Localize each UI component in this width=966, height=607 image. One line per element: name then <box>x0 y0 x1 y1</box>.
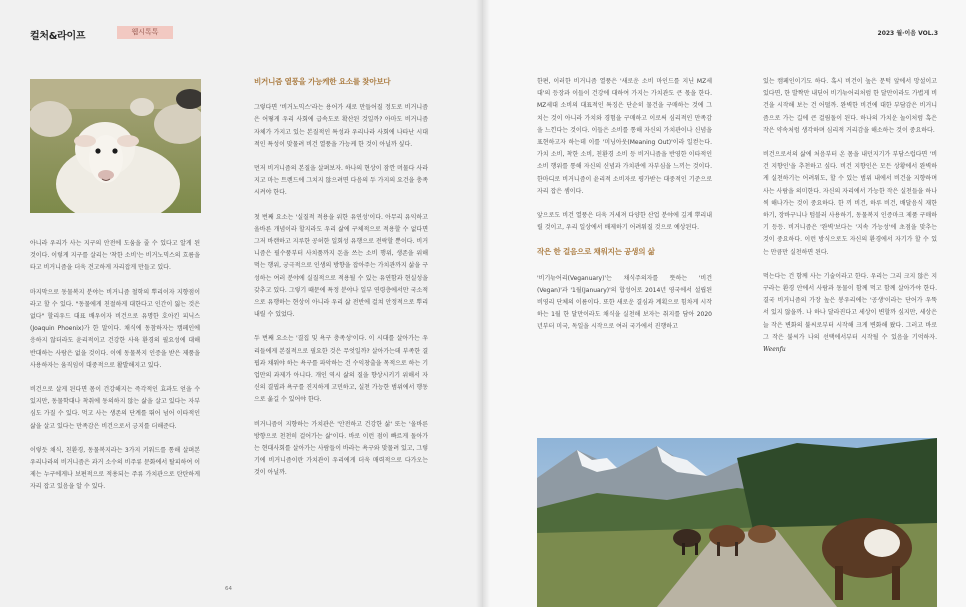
right-column-2 <box>763 76 937 368</box>
paragraph: 비거니즘이 지향하는 가치관은 '안전하고 건강한 삶' 또는 '올바른 방향으로 천천히 걸어가는 삶'이다. 바로 이런 점이 빠르게 돌아가는 현대사회를 살아가는 사람들이 바라는 욕구와 맞물려 있고, 그렇기에 비거니즘이란 가치관이 우리에게 더욱 매력적으로 다가오는 것이 아닐까. <box>254 420 428 477</box>
section-heading: 작은 한 걸음으로 채워지는 공생의 삶 <box>537 247 655 257</box>
paragraph: 비건으로서의 삶에 처음부터 온 몸을 내던지기가 부담스럽다면 '비건 지향인'을 추천하고 싶다. 비건 지향인은 모든 상황에서 완벽하게 실천하기는 어려워도, 할 수 있는 범위 내에서 비건을 지향하며 사는 사람을 의미한다. 자신의 자리에서 가능한 작은 실천들을 하나씩 해나가는 것이 중요하다. 한 끼 비건, 하루 비건, 배달음식 재한하기, 장바구니나 텀블러 사용하기, 동물복지 인증마크 제품 구매하기 등등. 비거니즘은 '완벽'보다는 '지속 가능성'에 초점을 맞추는 것이 중요하다. 이런 방식으로도 자신의 환경에서 자기가 할 수 있는 만큼만 실천하면 된다. <box>763 151 937 256</box>
left-column-2 <box>254 76 428 492</box>
paragraph: 첫 번째 요소는 '실질적 적용을 위한 유연성'이다. 아무리 유익하고 올바른 개념이라 할지라도 우리 삶에 구체적으로 적용할 수 없다면 그저 바랜하고 지루한 공허한 일회성 유행으로 전락할 뿐이다. 비거니즘은 필수품부터 사치품까지 돈을 쓰는 소비 행위, 생존을 위해 먹는 행위, 궁극적으로 인생의 방향을 잡아주는 가치관까지 삶을 구성하는 여러 분야에 실질적으로 적용될 수 있는 유연함과 현실성을 갖추고 있다. 그렇기 때문에 특정 분야나 일부 연령층에서만 국소적으로 유행하는 현상이 아니라 우리 삶 전반에 걸쳐 안정적으로 뿌리내릴 수 있었다. <box>254 213 428 319</box>
sheep-photo <box>30 79 201 213</box>
page-gutter <box>476 0 490 607</box>
cows-mountain-photo <box>537 438 937 607</box>
paragraph <box>763 271 937 356</box>
magazine-section-title: 컬처&라이프 <box>30 31 86 42</box>
section-tag: 웹시톡톡 <box>117 26 173 39</box>
paragraph: 아니라 우리가 사는 지구의 안전에 도움을 줄 수 있다고 알게 된 것이다. 이렇게 지구를 살리는 '착한 소비'는 비거노믹스의 흐름을 타고 비거니즘을 더욱 견고하게 자리잡게 만들고 있다. <box>30 240 200 272</box>
left-column-1 <box>30 238 200 506</box>
right-column-1 <box>537 76 712 346</box>
paragraph: 이렇듯 채식, 친환경, 동물복지라는 3가지 키워드를 통해 살펴본 우리나라의 비거니즘은 과거 소수의 비주류 문화에서 탈피하여 이제는 누구에게나 보편적으로 적용되는 주류 가치관으로 탄탄하게 자리 잡고 있음을 알 수 있다. <box>30 446 200 491</box>
paragraph: 앞으로도 비건 열풍은 더욱 거세져 다양한 산업 분야에 깊게 뿌리내릴 것이고, 우리 일상에서 배제하기 어려워질 것으로 예상된다. <box>537 212 712 232</box>
paragraph: '비기뉴어리(Veganuary)'는 채식주의자를 뜻하는 '비건(Vegan)'과 '1월(January)'의 합성어로 2014년 영국에서 설립된 비영리 단체의 이름이다. 또한 새로운 결심과 계획으로 힘차게 시작하는 1월 한 달만이라도 채식을 실천해 보자는 취지를 담아 2020년부터 미국, 독일을 시작으로 여러 국가에서 진행하고 <box>537 274 712 331</box>
page-number: 64 <box>225 586 232 592</box>
paragraph: 마지막으로 동물복지 분야는 비거니즘 철학의 뿌리이자 지향점이라고 할 수 있다. "동물에게 친절하게 대한다고 인간이 잃는 것은 없다" 할리우드 대표 배우이자 비건으로 유명한 호아킨 피닉스(Joaquin Phoenix)가 한 말이다. 채식에 동참하자는 캠페인에 응하지 않더라도 윤리적이고 건강한 사육 환경의 필요성에 대해 반대하는 사람은 없을 것이다. 이에 동물복지 인증을 받은 제품을 사용하자는 움직임이 대중적으로 활발해지고 있다. <box>30 288 200 369</box>
section-heading: 비거니즘 열풍을 가능케한 요소를 찾아보다 <box>254 77 391 86</box>
author-signature: Weenfu <box>763 346 786 354</box>
issue-label: 2023 월·이음 VOL.3 <box>877 30 938 37</box>
paragraph: 두 번째 요소는 '결집 및 욕구 충족성'이다. 이 시대를 살아가는 우리들에게 본질적으로 필요한 것은 무엇일까? 살아가는데 부족한 결핍과 채워야 하는 욕구를 파악하는 건 수익창출을 목적으로 하는 기업만의 과제가 아니다. 개인 역시 삶의 질을 향상시키기 위해서 자신의 결핍과 욕구를 진지하게 고민하고, 실천 가능한 범위에서 행동으로 옮길 수 있어야 한다. <box>254 335 428 404</box>
paragraph: 있는 캠페인이기도 하다. 혹시 비건이 높은 문턱 앞에서 망설이고 있다면, 한 발짝만 내딛어 비기뉴어리처럼 한 달만이라도 가볍게 비건을 시작해 보는 건 어떨까. 완벽한 비건에 대한 부담감은 비거니즘으로 가는 길에 큰 걸림돌이 된다. 하나의 가치운 놀이처럼 혹은 작은 약속처럼 생각하며 심리적 거리감을 해소하는 것이 중요하다. <box>763 78 937 134</box>
paragraph: 그렇다면 '비거노믹스'라는 용어가 새로 만들어질 정도로 비거니즘은 어떻게 우리 사회에 급속도로 확산된 것일까? 아마도 비거니즘 자체가 가지고 있는 본질적인 특성과 우리나라 사회에 나타난 시대적인 특성이 맞물려 비건 열풍을 가능케 한 것이 아닐까 싶다. <box>254 104 428 148</box>
paragraph: 먼저 비거니즘의 본질을 살펴보자. 하나의 현상이 잠깐 머물다 사라지고 마는 트렌드에 그치지 않으려면 다음의 두 가지의 요건을 충족시켜야 한다. <box>254 165 428 197</box>
paragraph: 비건으로 살게 된다면 몸이 건강해지는 즉각적인 효과도 얻을 수 있지만, 동물학대나 착취에 동의하지 않는 삶을 살고 있다는 자부심도 가질 수 있다. 먹고 사는 생존의 단계를 뛰어 넘어 이타적인 삶을 살고 있다는 만족감은 비건으로서 긍지를 더해준다. <box>30 386 200 430</box>
paragraph: 한편, 이러한 비거니즘 열풍은 '새로운 소비 마인드를 지닌 MZ세대'의 등장과 이들이 건강에 대하여 가지는 가치관도 큰 몫을 한다. MZ세대 소비의 대표적인 특징은 단순히 물건을 구매하는 것에 그치는 것이 아니라 가치와 경험을 구매하고 이로써 심리적인 만족감을 느낀다는 것이다. 이들은 소비를 통해 자신의 가치관이나 신념을 표현하고자 하는데 이를 '미닝아웃(Meaning Out)'이라 일컫는다. 가치 소비, 착한 소비, 친환경 소비 등 비거니즘을 반영한 이타적인 소비 행위를 통해 자신의 신념과 가치관에 자부심을 느끼는 것이다. 한마디로 비거니즘이 윤리적 소비자로 평가받는 대중적인 기준으로 자리 잡은 셈이다. <box>537 78 712 195</box>
paragraph-text: 먹는다는 건 함께 사는 기술이라고 한다. 우리는 그리 크지 않은 지구라는 환경 안에서 사람과 동물이 함께 먹고 함께 살아가야 한다. 결국 비거니즘의 가장 높은 봉우리에는 '공생'이라는 단어가 우뚝 서 있지 않을까. 나 하나 달라진다고 세상이 변할까 싶지만, 세상은 늘 작은 변화의 불씨로부터 시작해 크게 변화해 왔다. 그러고 바로 그 작은 불씨가 나의 선택에서부터 시작될 수 있음을 기억하자. <box>763 272 937 341</box>
